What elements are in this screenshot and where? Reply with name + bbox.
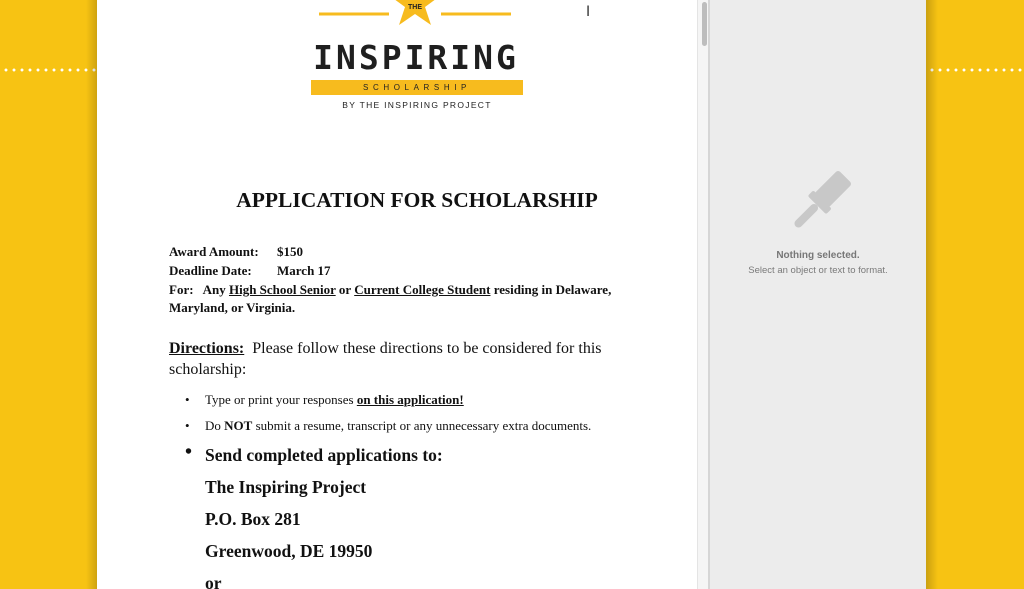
nothing-selected-label: Nothing selected. — [776, 250, 860, 261]
address-line-4[interactable]: or — [205, 573, 222, 589]
bullet-icon: • — [185, 441, 193, 463]
for-or: or — [338, 282, 351, 297]
deadline-line[interactable] — [169, 262, 331, 280]
award-label: Award Amount: — [169, 244, 259, 259]
bullet1-emphasis: on this application! — [356, 392, 464, 407]
format-sidebar — [710, 0, 926, 589]
document-page[interactable] — [97, 0, 697, 589]
paintbrush-icon — [784, 168, 854, 238]
directions-label: Directions: — [169, 340, 245, 357]
eligibility-line[interactable] — [169, 281, 611, 299]
bullet3-text: Send completed applications to: — [205, 445, 443, 465]
bullet1-text: Type or print your responses — [205, 392, 354, 407]
deadline-value: March 17 — [277, 263, 331, 278]
directions-text-2: scholarship: — [169, 361, 247, 378]
bullet2-post: submit a resume, transcript or any unnecessary extra documents. — [255, 418, 592, 433]
decorative-dotted-line-left — [2, 68, 96, 72]
bullet2-emphasis: NOT — [224, 418, 253, 433]
for-college-student: Current College Student — [354, 282, 491, 297]
logo-tagline: BY THE INSPIRING PROJECT — [342, 100, 492, 110]
logo-the: THE — [408, 4, 422, 11]
for-label: For: — [169, 282, 194, 297]
format-hint: Select an object or text to format. — [748, 265, 888, 276]
scrollbar-thumb[interactable] — [702, 2, 707, 46]
text-cursor-icon: I — [586, 4, 591, 20]
address-line-2[interactable]: P.O. Box 281 — [205, 509, 301, 529]
award-line[interactable] — [169, 243, 303, 261]
deadline-label: Deadline Date: — [169, 263, 252, 278]
bullet-icon: • — [185, 418, 190, 433]
logo-wordmark: INSPIRING — [313, 38, 519, 77]
document-title[interactable]: APPLICATION FOR SCHOLARSHIP — [236, 188, 598, 212]
bullet2-pre: Do — [205, 418, 221, 433]
for-residing: residing in Delaware, — [493, 282, 612, 297]
address-line-3[interactable]: Greenwood, DE 19950 — [205, 541, 373, 561]
directions-paragraph[interactable] — [169, 338, 639, 380]
page-shadow-right — [926, 0, 938, 589]
eligibility-line-2[interactable]: Maryland, or Virginia. — [169, 300, 296, 315]
bullet-icon: • — [185, 392, 190, 407]
address-line-1[interactable]: The Inspiring Project — [205, 477, 367, 497]
directions-text: Please follow these directions to be considered for this — [252, 340, 602, 357]
for-high-school-senior: High School Senior — [228, 282, 336, 297]
logo-scholarship-band: SCHOLARSHIP — [311, 80, 523, 95]
decorative-dotted-line-right — [928, 68, 1024, 72]
award-value: $150 — [277, 244, 303, 259]
for-any: Any — [202, 282, 226, 297]
